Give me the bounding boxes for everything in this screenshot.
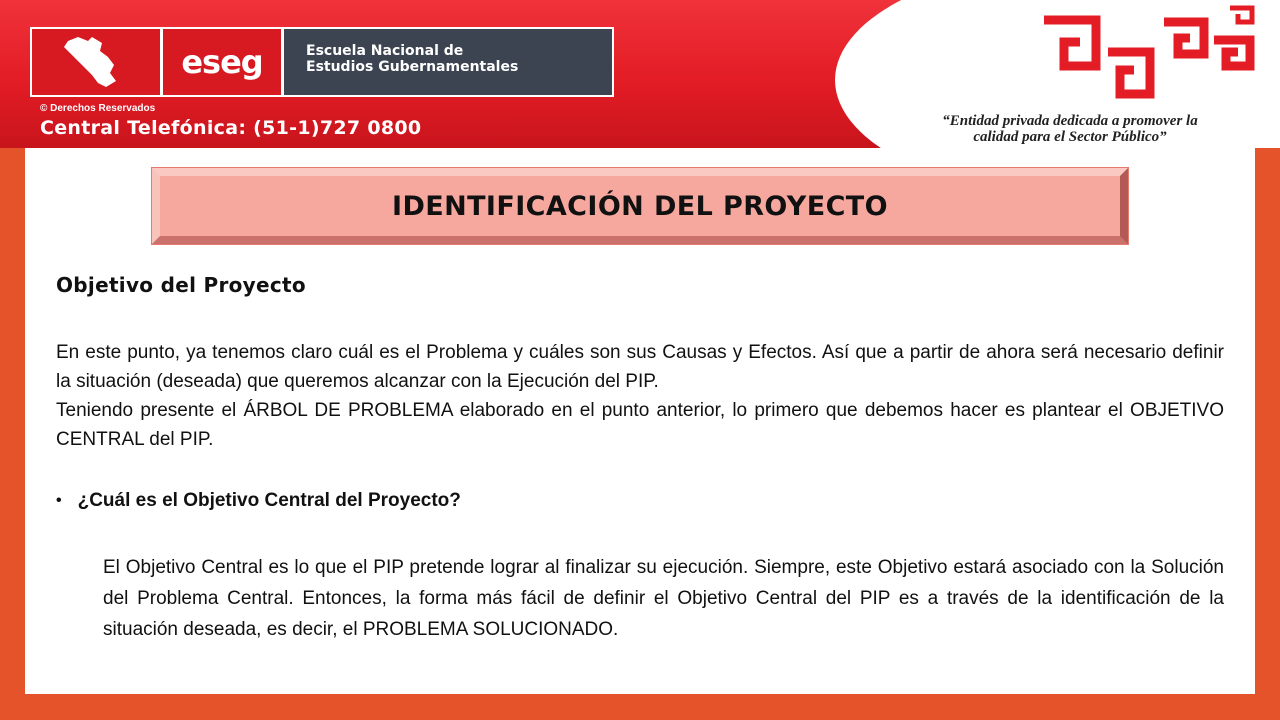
slide-title: IDENTIFICACIÓN DEL PROYECTO bbox=[392, 190, 888, 222]
slide-content bbox=[25, 148, 1255, 694]
escuela-line-2: Estudios Gubernamentales bbox=[306, 59, 519, 75]
escuela-name bbox=[284, 29, 612, 95]
header-banner bbox=[0, 0, 1280, 148]
tagline bbox=[880, 113, 1260, 145]
greek-key-logo-icon bbox=[1038, 4, 1260, 108]
phone-number: Central Telefónica: (51-1)727 0800 bbox=[40, 117, 422, 139]
title-banner bbox=[152, 168, 1128, 244]
section-heading: Objetivo del Proyecto bbox=[56, 273, 306, 297]
eseg-logo-bar bbox=[30, 27, 614, 97]
tagline-line-2: calidad para el Sector Público” bbox=[973, 129, 1167, 145]
paragraph-intro: En este punto, ya tenemos claro cuál es el Problema y cuáles son sus Causas y Efectos. Así que a partir de ahora será necesario definir la situación (deseada) que queremos alcanzar con la Ejecución del PIP. bbox=[56, 342, 1224, 392]
peru-map-icon bbox=[62, 35, 124, 89]
bullet-question-text: ¿Cuál es el Objetivo Central del Proyecto? bbox=[77, 490, 461, 511]
eseg-wordmark: eseg bbox=[163, 29, 284, 95]
bullet-question bbox=[56, 490, 461, 512]
paragraph-arbol: Teniendo presente el ÁRBOL DE PROBLEMA elaborado en el punto anterior, lo primero que debemos hacer es plantear el OBJETIVO CENTRAL del PIP. bbox=[56, 400, 1224, 450]
bullet-icon: • bbox=[56, 492, 62, 509]
escuela-line-1: Escuela Nacional de bbox=[306, 43, 464, 59]
peru-map-logo bbox=[32, 29, 163, 95]
tagline-line-1: “Entidad privada dedicada a promover la bbox=[942, 113, 1198, 129]
paragraph-objetivo-central: El Objetivo Central es lo que el PIP pretende lograr al finalizar su ejecución. Siempre, este Objetivo estará asociado con la Solución del Problema Central. Entonces, la forma más fácil de definir el Objetivo Central del PIP es a través de la identificación de la situación deseada, es decir, el PROBLEMA SOLUCIONADO. bbox=[103, 557, 1224, 640]
copyright-text: © Derechos Reservados bbox=[40, 103, 156, 114]
